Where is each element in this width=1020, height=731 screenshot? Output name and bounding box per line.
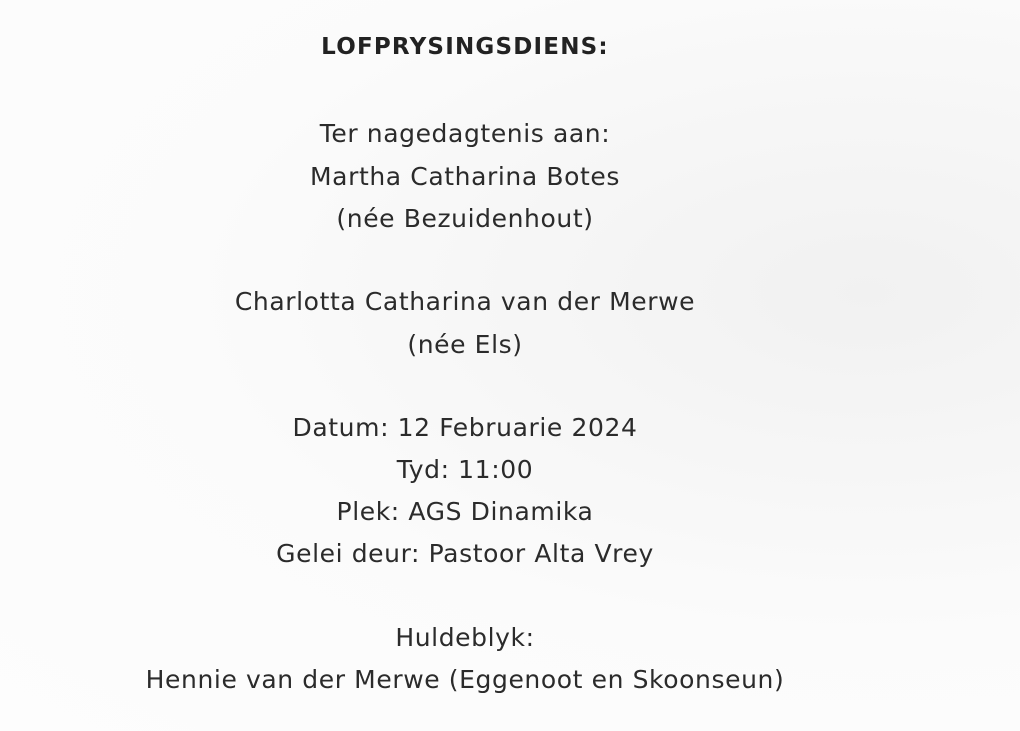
memorial-intro: Ter nagedagtenis aan: <box>319 119 611 148</box>
page-title: LOFPRYSINGSDIENS: <box>321 34 609 60</box>
person1-name: Martha Catharina Botes <box>309 162 620 191</box>
person1-maiden-name: (née Bezuidenhout) <box>336 204 594 233</box>
tribute-heading: Huldeblyk: <box>395 623 535 652</box>
service-led-by: Gelei deur: Pastoor Alta Vrey <box>276 539 654 568</box>
service-place: Plek: AGS Dinamika <box>336 497 594 526</box>
service-date: Datum: 12 Februarie 2024 <box>292 413 638 442</box>
tribute-by: Hennie van der Merwe (Eggenoot en Skoonseun) <box>145 665 785 694</box>
service-time: Tyd: 11:00 <box>396 455 534 484</box>
person2-maiden-name: (née Els) <box>407 330 523 359</box>
person2-name: Charlotta Catharina van der Merwe <box>234 287 696 316</box>
